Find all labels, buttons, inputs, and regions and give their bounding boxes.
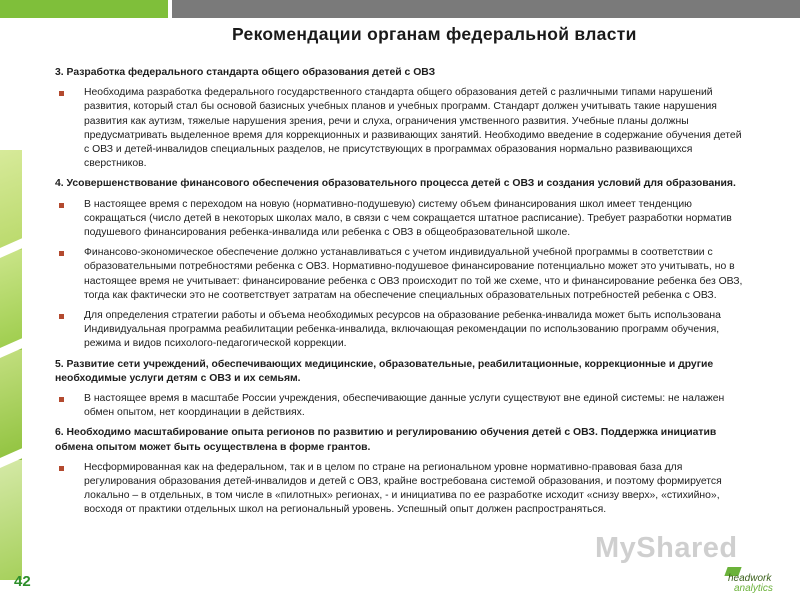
page-title: Рекомендации органам федеральной власти [232,24,637,44]
section-heading: 3. Разработка федерального стандарта общего образования детей с ОВЗ [55,67,436,78]
square-bullet-icon [59,91,64,96]
header-accent-bar [0,0,168,18]
section-3 [55,66,745,171]
square-bullet-icon [59,203,64,208]
list-item-text: В настоящее время в масштабе России учреждения, обеспечивающие данные услуги существуют вне единой системы: не налажен обмен опытом, нет координации в действиях. [84,393,725,419]
headwork-logo [722,563,794,595]
strip-segment [0,350,22,460]
section-5 [55,358,745,421]
slide-content [55,66,745,524]
list-item [55,392,745,420]
list-item [55,198,745,241]
page-number: 42 [14,573,31,590]
logo-line1: headwork [728,573,772,584]
section-6 [55,426,745,517]
list-item [55,309,745,352]
section-heading: 4. Усовершенствование финансового обеспечения образовательного процесса детей с ОВЗ и создания условий для образования. [55,178,736,190]
section-heading: 5. Развитие сети учреждений, обеспечивающих медицинские, образовательные, реабилитационные, коррекционные и другие необходимые услуги детям с ОВЗ и их семьям. [55,358,714,384]
list-item [55,246,745,303]
header-bar [172,0,800,18]
logo-line2: analytics [734,583,773,594]
square-bullet-icon [59,314,64,319]
left-decorative-strip [0,150,22,580]
square-bullet-icon [59,466,64,471]
list-item-text: Необходима разработка федерального государственного стандарта общего образования детей с различными типами нарушений развития, который стал бы основой базисных учебных планов и учебных программ. Стандарт должен учитывать такие нарушения развития как аутизм, тяжелые нарушения зрения, речи и слуха, ограничения умственного развития. Учебные планы должны предусматривать выделенное время для коррекционных и развивающих занятий. Необходимо введение в содержание обучения детей с ОВЗ и детей-инвалидов специальных разделов, не присутствующих в программах образования нормально развивающихся сверстников. [84,87,742,170]
list-item-text: Для определения стратегии работы и объема необходимых ресурсов на образование ребенка-инвалида может быть использована Индивидуальная программа реабилитации ребенка-инвалида, включающая рекомендации по использованию программ обучения, режима и видов психолого-педагогической коррекции. [84,310,721,350]
square-bullet-icon [59,251,64,256]
list-item-text: Финансово-экономическое обеспечение должно устанавливаться с учетом индивидуальной учебной программы в соответствии с образовательными потребностями ребенка с ОВЗ. Нормативно-подушевое финансирование потенциально может это учитывать, но в настоящее время не учитывает: финансирование ребенка с ОВЗ происходит по той же схеме, что и финансирование ребенка без ОВЗ, тогда как фактически это не соответствует затратам на обеспечение специальных образовательных потребностей ребенка с ОВЗ. [84,247,743,301]
list-item-text: Несформированная как на федеральном, так и в целом по стране на региональном уровне нормативно-правовая база для регулирования образования детей-инвалидов и детей с ОВЗ, крайне востребована системой образования, и поэтому формируется локально – в отдельных, в том числе в «пилотных» регионах, - и инициатива по ее разработке исходит «снизу вверх», «стихийно», восходя от практики отдельных школ на региональный уровень. Успешный опыт должен распространяться. [84,461,722,516]
section-heading: 6. Необходимо масштабирование опыта регионов по развитию и регулированию обучения детей с ОВЗ. Поддержка инициатив обмена опытом может быть осуществлена в форме грантов. [55,427,717,453]
list-item [55,86,745,171]
strip-segment [0,150,22,250]
list-item [55,461,745,518]
section-4 [55,177,745,351]
square-bullet-icon [59,397,64,402]
watermark: MyShared [595,532,738,564]
strip-segment [0,250,22,350]
strip-segment [0,460,22,580]
list-item-text: В настоящее время с переходом на новую (нормативно-подушевую) систему объем финансирования школ имеет тенденцию сокращаться (число детей в некоторых школах мало, в связи с чем сокращается штатное расписание). Требует разработки норматив подушевого финансирования ребенка-инвалида или ребенка с ОВЗ в общеобразовательной школе. [84,198,732,239]
